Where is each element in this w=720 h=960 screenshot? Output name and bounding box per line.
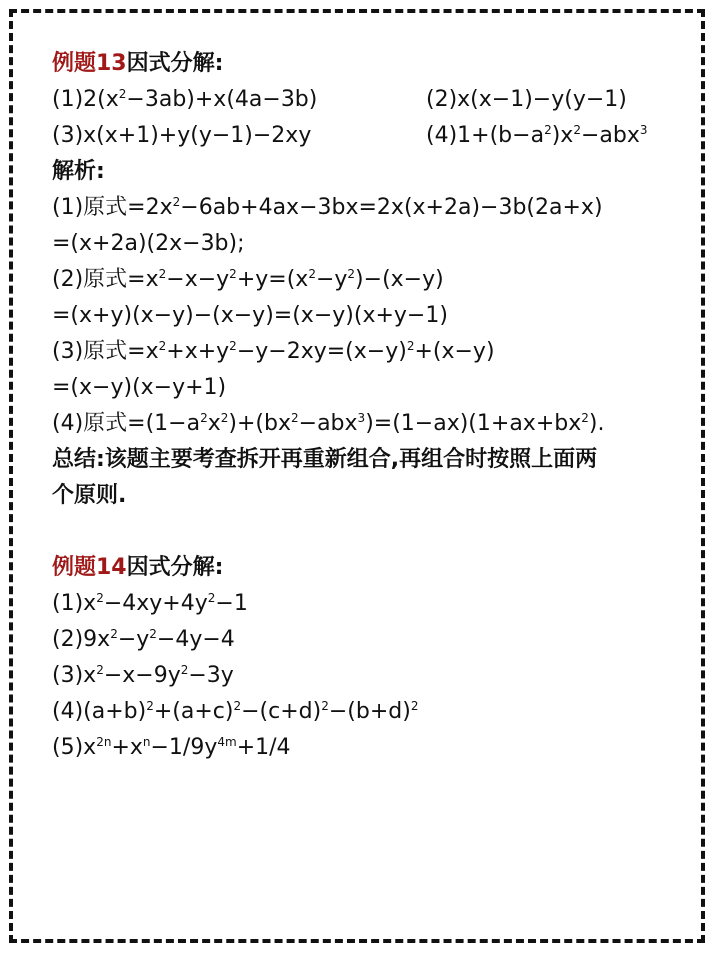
exponent: 2 bbox=[308, 267, 316, 281]
math-text: −x−9y bbox=[103, 663, 181, 688]
math-text: −6ab+4ax−3bx=2x(x+2a)−3b(2a+x) bbox=[180, 195, 603, 220]
math-text: (2)原式=x bbox=[52, 267, 159, 292]
math-text: −1/9y bbox=[150, 735, 218, 760]
example-13-problems-row-1 bbox=[52, 82, 692, 118]
math-text: +y=(x bbox=[236, 267, 309, 292]
math-text: +(x−y) bbox=[414, 339, 495, 364]
math-text: −x−y bbox=[166, 267, 230, 292]
math-text: −abx bbox=[580, 123, 640, 148]
exponent: 2 bbox=[207, 591, 216, 605]
solution-1-line-1 bbox=[52, 190, 692, 226]
exponent: 2 bbox=[172, 195, 181, 209]
example-13-problem-2 bbox=[426, 82, 627, 118]
math-text: =(x−y)(x−y+1) bbox=[52, 375, 227, 400]
solution-2-line-1 bbox=[52, 262, 692, 298]
exponent: 2 bbox=[200, 411, 208, 425]
math-text: =(x+y)(x−y)−(x−y)=(x−y)(x+y−1) bbox=[52, 303, 448, 328]
math-text: (1)2(x bbox=[52, 87, 119, 112]
exponent: 2 bbox=[573, 123, 581, 137]
math-text: (1)x bbox=[52, 591, 97, 616]
math-text: (4)(a+b) bbox=[52, 699, 147, 724]
summary-line-1: 总结:该题主要考查拆开再重新组合,再组合时按照上面两 bbox=[52, 447, 598, 472]
math-text: −4y−4 bbox=[156, 627, 235, 652]
math-text: −abx bbox=[298, 411, 358, 436]
example-14-problem-3 bbox=[52, 658, 692, 694]
math-text: +x bbox=[111, 735, 143, 760]
solution-1-line-2 bbox=[52, 226, 692, 262]
math-text: x bbox=[207, 411, 221, 436]
math-text: −1 bbox=[215, 591, 248, 616]
math-text: −y−2xy=(x−y) bbox=[236, 339, 407, 364]
exponent: 2 bbox=[146, 699, 154, 713]
math-text: −y bbox=[117, 627, 150, 652]
exponent: 2 bbox=[581, 411, 589, 425]
solution-2-line-2 bbox=[52, 298, 692, 334]
exponent: 2n bbox=[96, 735, 112, 749]
exponent: 2 bbox=[158, 267, 167, 281]
example-13-label: 例题13 bbox=[52, 51, 127, 76]
exponent: 2 bbox=[158, 339, 167, 353]
example-13-problem-1 bbox=[52, 82, 426, 118]
exponent: 2 bbox=[96, 663, 104, 677]
exponent: 2 bbox=[406, 339, 415, 353]
example-14-heading bbox=[52, 550, 692, 586]
exponent: 2 bbox=[220, 411, 229, 425]
math-text: −3ab)+x(4a−3b) bbox=[126, 87, 318, 112]
example-13-problems-row-2 bbox=[52, 118, 692, 154]
math-text: (5)x bbox=[52, 735, 97, 760]
exponent: 2 bbox=[321, 699, 329, 713]
example-14-problem-5 bbox=[52, 730, 692, 766]
example-13-title: 因式分解: bbox=[126, 51, 224, 76]
math-text: +(a+c) bbox=[153, 699, 234, 724]
example-14-problem-4 bbox=[52, 694, 692, 730]
analysis-heading: 解析: bbox=[52, 159, 105, 184]
exponent: 2 bbox=[229, 339, 237, 353]
math-text: (3)x bbox=[52, 663, 97, 688]
math-text: +x+y bbox=[166, 339, 230, 364]
exponent: 2 bbox=[229, 267, 237, 281]
math-text: −3y bbox=[188, 663, 234, 688]
math-text: =(x+2a)(2x−3b); bbox=[52, 231, 245, 256]
example-13-heading bbox=[52, 46, 692, 82]
math-text: (1)原式=2x bbox=[52, 195, 173, 220]
worksheet-content bbox=[52, 46, 692, 766]
exponent: 2 bbox=[149, 627, 157, 641]
math-text: −y bbox=[315, 267, 348, 292]
exponent: 2 bbox=[110, 627, 118, 641]
math-text: )+(bx bbox=[228, 411, 291, 436]
math-text: −4xy+4y bbox=[103, 591, 208, 616]
math-text: (3)x(x+1)+y(y−1)−2xy bbox=[52, 123, 312, 148]
math-text: )x bbox=[551, 123, 574, 148]
summary-line-2: 个原则. bbox=[52, 483, 127, 508]
math-text: ). bbox=[588, 411, 605, 436]
math-text: )−(x−y) bbox=[355, 267, 444, 292]
math-text: −(b+d) bbox=[328, 699, 411, 724]
example-13-problem-3 bbox=[52, 118, 426, 154]
exponent: 3 bbox=[639, 123, 648, 137]
exponent: n bbox=[142, 735, 151, 749]
exponent: 2 bbox=[410, 699, 419, 713]
exponent: 2 bbox=[118, 87, 127, 101]
example-14-title: 因式分解: bbox=[126, 555, 224, 580]
example-14-problem-2 bbox=[52, 622, 692, 658]
exponent: 2 bbox=[544, 123, 552, 137]
math-text: (2)9x bbox=[52, 627, 111, 652]
solution-3-line-2 bbox=[52, 370, 692, 406]
solution-4-line-1 bbox=[52, 406, 692, 442]
math-text: (4)1+(b−a bbox=[426, 123, 545, 148]
math-text: (2)x(x−1)−y(y−1) bbox=[426, 87, 627, 112]
exponent: 3 bbox=[357, 411, 366, 425]
example-13-problem-4 bbox=[426, 118, 648, 154]
exponent: 2 bbox=[96, 591, 104, 605]
exponent: 2 bbox=[347, 267, 356, 281]
exponent: 2 bbox=[180, 663, 189, 677]
math-text: +1/4 bbox=[236, 735, 291, 760]
example-14-label: 例题14 bbox=[52, 555, 127, 580]
exponent: 4m bbox=[217, 735, 237, 749]
math-text: (3)原式=x bbox=[52, 339, 159, 364]
example-14-problem-1 bbox=[52, 586, 692, 622]
exponent: 2 bbox=[291, 411, 299, 425]
math-text: )=(1−ax)(1+ax+bx bbox=[365, 411, 582, 436]
exponent: 2 bbox=[233, 699, 242, 713]
math-text: −(c+d) bbox=[241, 699, 322, 724]
section-spacer bbox=[52, 514, 692, 550]
solution-3-line-1 bbox=[52, 334, 692, 370]
math-text: (4)原式=(1−a bbox=[52, 411, 201, 436]
